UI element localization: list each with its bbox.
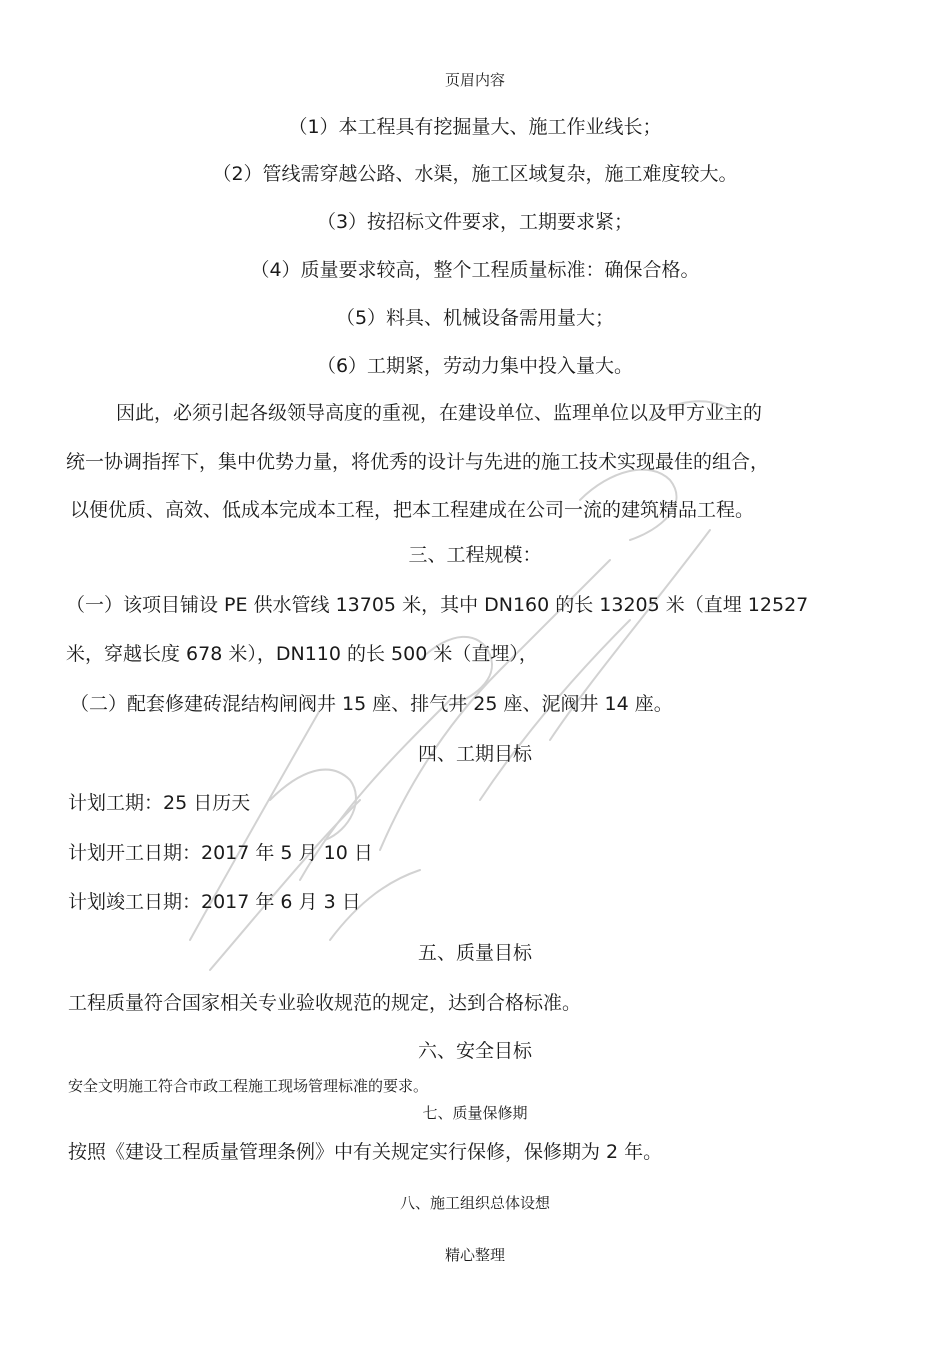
feature-item-5: （5）料具、机械设备需用量大；	[335, 307, 615, 329]
page-footer: 精心整理	[444, 1246, 505, 1264]
planned-start-date: 计划开工日期：2017 年 5 月 10 日	[68, 842, 373, 864]
planned-completion-date: 计划竣工日期：2017 年 6 月 3 日	[68, 891, 361, 913]
feature-item-1: （1）本工程具有挖掘量大、施工作业线长；	[288, 116, 662, 138]
feature-item-3: （3）按招标文件要求，工期要求紧；	[316, 211, 634, 233]
section-3-title: 三、工程规模：	[408, 544, 542, 566]
conclusion-line-2: 统一协调指挥下，集中优势力量，将优秀的设计与先进的施工技术实现最佳的组合，	[66, 451, 770, 473]
scale-line-2: 米，穿越长度 678 米），DN110 的长 500 米（直埋），	[66, 643, 538, 665]
section-6-title: 六、安全目标	[417, 1040, 532, 1062]
scale-line-1: （一）该项目铺设 PE 供水管线 13705 米，其中 DN160 的长 13205 米（直埋 12527	[66, 594, 809, 616]
quality-target-text: 工程质量符合国家相关专业验收规范的规定，达到合格标准。	[68, 992, 582, 1014]
feature-item-2: （2）管线需穿越公路、水渠，施工区域复杂，施工难度较大。	[212, 163, 738, 185]
scale-line-3: （二）配套修建砖混结构闸阀井 15 座、排气井 25 座、泥阀井 14 座。	[70, 693, 673, 715]
warranty-text: 按照《建设工程质量管理条例》中有关规定实行保修，保修期为 2 年。	[68, 1141, 663, 1163]
page-header: 页眉内容	[444, 71, 505, 89]
section-8-title: 八、施工组织总体设想	[399, 1194, 550, 1212]
conclusion-line-3: 以便优质、高效、低成本完成本工程，把本工程建成在公司一流的建筑精品工程。	[70, 499, 755, 521]
feature-item-4: （4）质量要求较高，整个工程质量标准：确保合格。	[250, 259, 700, 281]
planned-duration: 计划工期：25 日历天	[68, 792, 251, 814]
section-4-title: 四、工期目标	[417, 743, 532, 765]
section-7-title: 七、质量保修期	[422, 1104, 528, 1122]
conclusion-line-1: 因此，必须引起各级领导高度的重视，在建设单位、监理单位以及甲方业主的	[116, 402, 763, 424]
safety-target-text: 安全文明施工符合市政工程施工现场管理标准的要求。	[68, 1077, 429, 1095]
section-5-title: 五、质量目标	[417, 942, 532, 964]
feature-item-6: （6）工期紧，劳动力集中投入量大。	[316, 355, 634, 377]
